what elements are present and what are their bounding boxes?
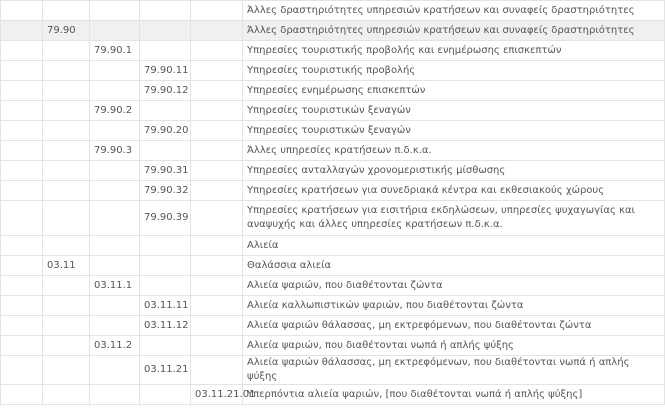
description-cell: Άλλες δραστηριότητες υπηρεσιών κρατήσεων και συναφείς δραστηριότητες: [243, 21, 665, 41]
code-level-1-cell: [43, 1, 90, 21]
code-level-3-cell: [140, 41, 191, 61]
table-row[interactable]: [1, 141, 665, 161]
code-level-4-cell: [191, 1, 243, 21]
code-level-2-cell: [90, 201, 140, 236]
code-level-1-cell: [43, 385, 90, 405]
indent-cell: [1, 61, 43, 81]
code-level-3-cell: 79.90.31: [140, 161, 191, 181]
indent-cell: [1, 256, 43, 276]
code-level-1-cell: [43, 181, 90, 201]
indent-cell: [1, 81, 43, 101]
description-cell: Αλιεία: [243, 236, 665, 256]
code-level-2-cell: [90, 236, 140, 256]
code-level-3-cell: 79.90.11: [140, 61, 191, 81]
indent-cell: [1, 336, 43, 356]
code-level-1-cell: [43, 81, 90, 101]
code-level-4-cell: [191, 141, 243, 161]
code-level-2-cell: [90, 21, 140, 41]
code-level-1-cell: [43, 236, 90, 256]
code-level-2-cell: 79.90.2: [90, 101, 140, 121]
code-level-4-cell: [191, 256, 243, 276]
code-level-2-cell: [90, 296, 140, 316]
code-level-1-cell: [43, 141, 90, 161]
table-row[interactable]: [1, 21, 665, 41]
code-level-1-cell: [43, 316, 90, 336]
code-level-4-cell: [191, 81, 243, 101]
description-cell: Θαλάσσια αλιεία: [243, 256, 665, 276]
table-row[interactable]: [1, 256, 665, 276]
code-level-4-cell: [191, 21, 243, 41]
code-level-1-cell: [43, 121, 90, 141]
code-level-2-cell: [90, 385, 140, 405]
code-level-4-cell: [191, 356, 243, 385]
description-cell: Υπηρεσίες τουριστικής προβολής και ενημέρωσης επισκεπτών: [243, 41, 665, 61]
code-level-4-cell: [191, 61, 243, 81]
indent-cell: [1, 161, 43, 181]
code-level-1-cell: 03.11: [43, 256, 90, 276]
code-level-2-cell: [90, 161, 140, 181]
description-cell: Αλιεία ψαριών θάλασσας, μη εκτρεφόμενων, που διαθέτονται ζώντα: [243, 316, 665, 336]
code-level-1-cell: [43, 356, 90, 385]
code-level-4-cell: [191, 101, 243, 121]
code-level-1-cell: [43, 201, 90, 236]
description-cell: Άλλες δραστηριότητες υπηρεσιών κρατήσεων και συναφείς δραστηριότητες: [243, 1, 665, 21]
description-cell: Υπηρεσίες κρατήσεων για εισιτήρια εκδηλώσεων, υπηρεσίες ψυχαγωγίας και αναψυχής και άλλες υπηρεσίες κρατήσεων π.δ.κ.α.: [243, 201, 665, 236]
code-level-1-cell: [43, 296, 90, 316]
indent-cell: [1, 181, 43, 201]
description-cell: Υπηρεσίες τουριστικής προβολής: [243, 61, 665, 81]
code-level-1-cell: [43, 161, 90, 181]
table-row[interactable]: [1, 1, 665, 21]
table-row[interactable]: [1, 236, 665, 256]
code-level-2-cell: 79.90.1: [90, 41, 140, 61]
code-level-3-cell: [140, 101, 191, 121]
code-level-4-cell: [191, 276, 243, 296]
indent-cell: [1, 201, 43, 236]
description-cell: Υπηρεσίες κρατήσεων για συνεδριακά κέντρα και εκθεσιακούς χώρους: [243, 181, 665, 201]
code-level-4-cell: [191, 201, 243, 236]
code-level-2-cell: 03.11.2: [90, 336, 140, 356]
code-level-4-cell: 03.11.21.01: [191, 385, 243, 405]
code-level-2-cell: 79.90.3: [90, 141, 140, 161]
code-level-1-cell: [43, 336, 90, 356]
code-level-3-cell: 03.11.11: [140, 296, 191, 316]
description-cell: Άλλες υπηρεσίες κρατήσεων π.δ.κ.α.: [243, 141, 665, 161]
code-level-1-cell: [43, 61, 90, 81]
indent-cell: [1, 101, 43, 121]
code-level-3-cell: 79.90.20: [140, 121, 191, 141]
table-row[interactable]: [1, 121, 665, 141]
code-level-4-cell: [191, 41, 243, 61]
code-level-1-cell: [43, 101, 90, 121]
indent-cell: [1, 356, 43, 385]
code-level-2-cell: [90, 61, 140, 81]
table-row[interactable]: [1, 161, 665, 181]
indent-cell: [1, 141, 43, 161]
description-cell: Αλιεία καλλωπιστικών ψαριών, που διαθέτονται ζώντα: [243, 296, 665, 316]
table-body: [1, 1, 665, 405]
code-level-1-cell: 79.90: [43, 21, 90, 41]
indent-cell: [1, 21, 43, 41]
code-level-3-cell: 79.90.12: [140, 81, 191, 101]
code-level-3-cell: [140, 256, 191, 276]
code-level-3-cell: [140, 276, 191, 296]
code-level-3-cell: 03.11.12: [140, 316, 191, 336]
code-level-1-cell: [43, 276, 90, 296]
table-row[interactable]: [1, 336, 665, 356]
description-cell: Υπηρεσίες ενημέρωσης επισκεπτών: [243, 81, 665, 101]
code-level-2-cell: [90, 256, 140, 276]
table-row[interactable]: [1, 276, 665, 296]
description-cell: Αλιεία ψαριών, που διαθέτονται νωπά ή απλής ψύξης: [243, 336, 665, 356]
indent-cell: [1, 296, 43, 316]
code-level-4-cell: [191, 336, 243, 356]
description-cell: Υπερπόντια αλιεία ψαριών, [που διαθέτονται νωπά ή απλής ψύξης]: [243, 385, 665, 405]
code-level-4-cell: [191, 161, 243, 181]
code-level-4-cell: [191, 121, 243, 141]
indent-cell: [1, 316, 43, 336]
indent-cell: [1, 236, 43, 256]
code-level-2-cell: [90, 356, 140, 385]
description-cell: Υπηρεσίες τουριστικών ξεναγών: [243, 101, 665, 121]
indent-cell: [1, 41, 43, 61]
table-row[interactable]: [1, 201, 665, 236]
description-cell: Αλιεία ψαριών θάλασσας, μη εκτρεφόμενων, που διαθέτονται νωπά ή απλής ψύξης: [243, 356, 665, 385]
code-level-4-cell: [191, 236, 243, 256]
table-row[interactable]: [1, 181, 665, 201]
indent-cell: [1, 121, 43, 141]
code-level-3-cell: [140, 236, 191, 256]
table-row[interactable]: [1, 296, 665, 316]
code-level-2-cell: [90, 121, 140, 141]
code-level-2-cell: [90, 1, 140, 21]
code-level-2-cell: [90, 316, 140, 336]
code-level-2-cell: 03.11.1: [90, 276, 140, 296]
code-level-4-cell: [191, 181, 243, 201]
code-level-3-cell: [140, 1, 191, 21]
code-level-3-cell: [140, 336, 191, 356]
description-cell: Υπηρεσίες τουριστικών ξεναγών: [243, 121, 665, 141]
description-cell: Αλιεία ψαριών, που διαθέτονται ζώντα: [243, 276, 665, 296]
code-level-3-cell: 79.90.32: [140, 181, 191, 201]
table-row[interactable]: [1, 81, 665, 101]
indent-cell: [1, 1, 43, 21]
table-row[interactable]: [1, 385, 665, 405]
code-level-3-cell: 03.11.21: [140, 356, 191, 385]
table-row[interactable]: [1, 41, 665, 61]
indent-cell: [1, 276, 43, 296]
code-level-2-cell: [90, 181, 140, 201]
table-row[interactable]: [1, 316, 665, 336]
code-level-4-cell: [191, 296, 243, 316]
table-row[interactable]: [1, 61, 665, 81]
table-row[interactable]: [1, 101, 665, 121]
code-level-3-cell: [140, 21, 191, 41]
code-level-4-cell: [191, 316, 243, 336]
code-level-3-cell: [140, 141, 191, 161]
description-cell: Υπηρεσίες ανταλλαγών χρονομεριστικής μίσθωσης: [243, 161, 665, 181]
code-level-2-cell: [90, 81, 140, 101]
indent-cell: [1, 385, 43, 405]
code-level-3-cell: [140, 385, 191, 405]
code-level-1-cell: [43, 41, 90, 61]
code-level-3-cell: 79.90.39: [140, 201, 191, 236]
table-row[interactable]: [1, 356, 665, 385]
